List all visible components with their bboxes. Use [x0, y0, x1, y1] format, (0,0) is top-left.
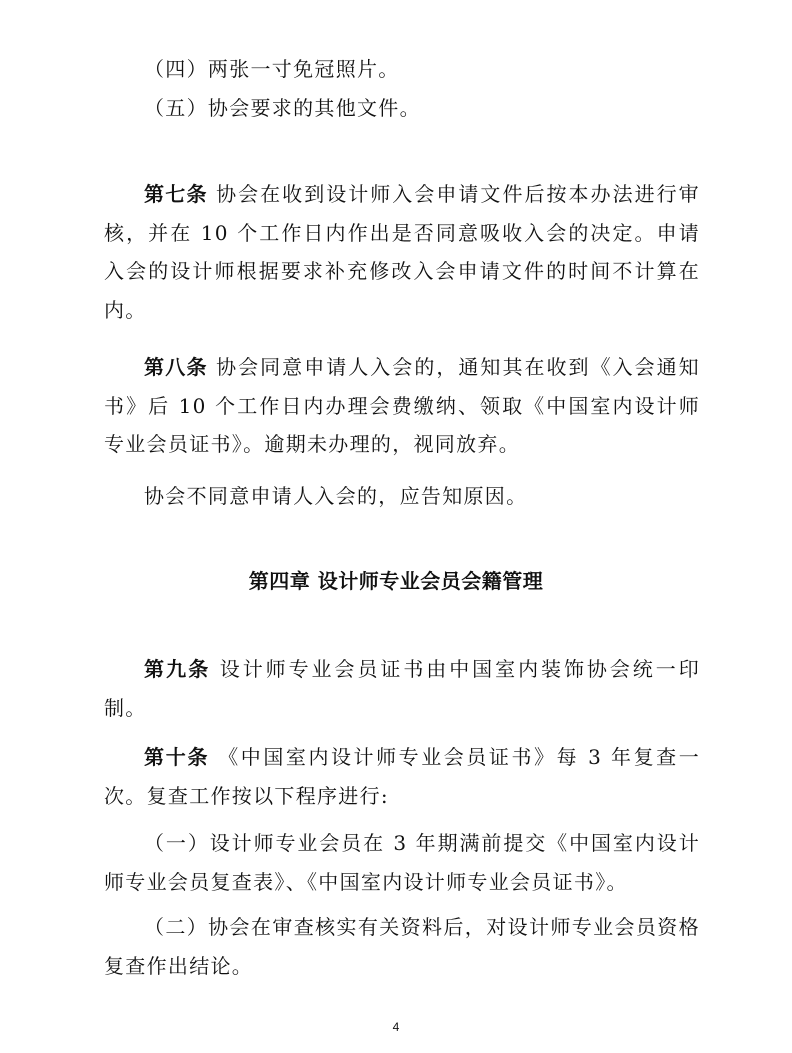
- paragraph-item-5: [104, 89, 700, 128]
- paragraph-text: 协会不同意申请人入会的，应告知原因。: [144, 484, 528, 508]
- chapter-heading: 第四章 设计师专业会员会籍管理: [248, 569, 544, 593]
- paragraph-item-1: [104, 824, 700, 901]
- page-number: 4: [392, 1020, 400, 1034]
- paragraph-item-2: [104, 908, 700, 985]
- paragraph-text: （一）设计师专业会员在 3 年期满前提交《中国室内设计师专业会员复查表》、《中国室内设计师专业会员证书》。: [104, 831, 700, 894]
- paragraph-text: （二）协会在审查核实有关资料后，对设计师专业会员资格复查作出结论。: [104, 915, 700, 978]
- article-title: 第八条: [144, 355, 208, 379]
- article-title: 第九条: [144, 657, 211, 681]
- article-9: [104, 650, 700, 727]
- paragraph-rejection: [104, 477, 700, 516]
- article-text: 协会同意申请人入会的，通知其在收到《入会通知书》后 10 个工作日内办理会费缴纳、领取《中国室内设计师专业会员证书》。逾期未办理的，视同放弃。: [104, 355, 700, 456]
- article-title: 第七条: [144, 182, 208, 206]
- paragraph-text: （四）两张一寸免冠照片。: [144, 57, 400, 81]
- article-text: 协会在收到设计师入会申请文件后按本办法进行审核，并在 10 个工作日内作出是否同意吸收入会的决定。申请入会的设计师根据要求补充修改入会申请文件的时间不计算在内。: [104, 182, 700, 322]
- article-8: [104, 348, 700, 464]
- article-7: [104, 175, 700, 329]
- paragraph-text: （五）协会要求的其他文件。: [144, 96, 421, 120]
- paragraph-item-4: [104, 50, 700, 89]
- article-title: 第十条: [144, 745, 210, 769]
- article-text: 设计师专业会员证书由中国室内装饰协会统一印制。: [104, 657, 700, 720]
- article-text: 《中国室内设计师专业会员证书》每 3 年复查一次。复查工作按以下程序进行:: [104, 745, 700, 808]
- article-10: [104, 738, 700, 815]
